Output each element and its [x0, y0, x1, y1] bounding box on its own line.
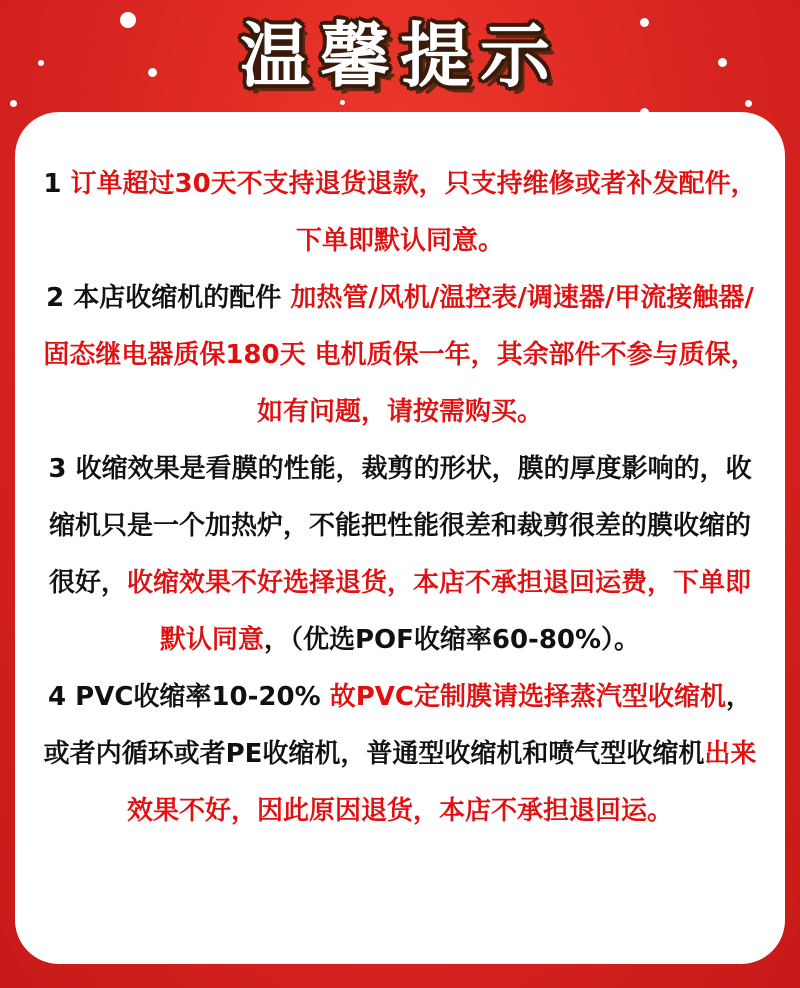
notice-number: 4	[48, 682, 76, 712]
notice-text: ，（优选POF收缩率60-80%）。	[263, 625, 641, 655]
notice-text-emphasis: 收缩效果不好选择退货，本店不承担退回运费，下单即默认同意	[127, 568, 752, 655]
notice-item	[37, 441, 763, 669]
notice-text-emphasis: 故PVC定制膜请选择蒸汽型收缩机	[329, 682, 726, 712]
notice-item	[37, 270, 763, 441]
notice-text: 收缩效果是看膜的性能，裁剪的形状，膜的厚度影响的，收缩机只是一个加热炉，不能把性能很差和裁剪很差的膜收缩的很好，	[48, 454, 752, 598]
notice-text-emphasis: 加热管/风机/温控表/调速器/甲流接触器/固态继电器质保180天 电机质保一年，其余部件不参与质保，如有问题，请按需购买。	[43, 283, 757, 427]
notice-text: PVC收缩率10-20%	[75, 682, 330, 712]
notice-number: 1	[43, 169, 71, 199]
notice-item	[37, 669, 763, 840]
page-title: 温馨提示	[240, 15, 560, 97]
notice-text: 订单超过30天不支持退货退款，只支持维修或者补发配件，下单即默认同意。	[70, 169, 757, 256]
notice-text: ，或者内循环或者PE收缩机，普通型收缩机和喷气型收缩机	[43, 682, 752, 769]
notice-item	[37, 156, 763, 270]
notice-number: 3	[48, 454, 76, 484]
notice-text-emphasis: 出来效果不好，因此原因退货，本店不承担退回运。	[126, 739, 757, 826]
notice-card	[15, 112, 785, 964]
notice-text: 本店收缩机的配件	[73, 283, 291, 313]
notice-number: 2	[46, 283, 74, 313]
